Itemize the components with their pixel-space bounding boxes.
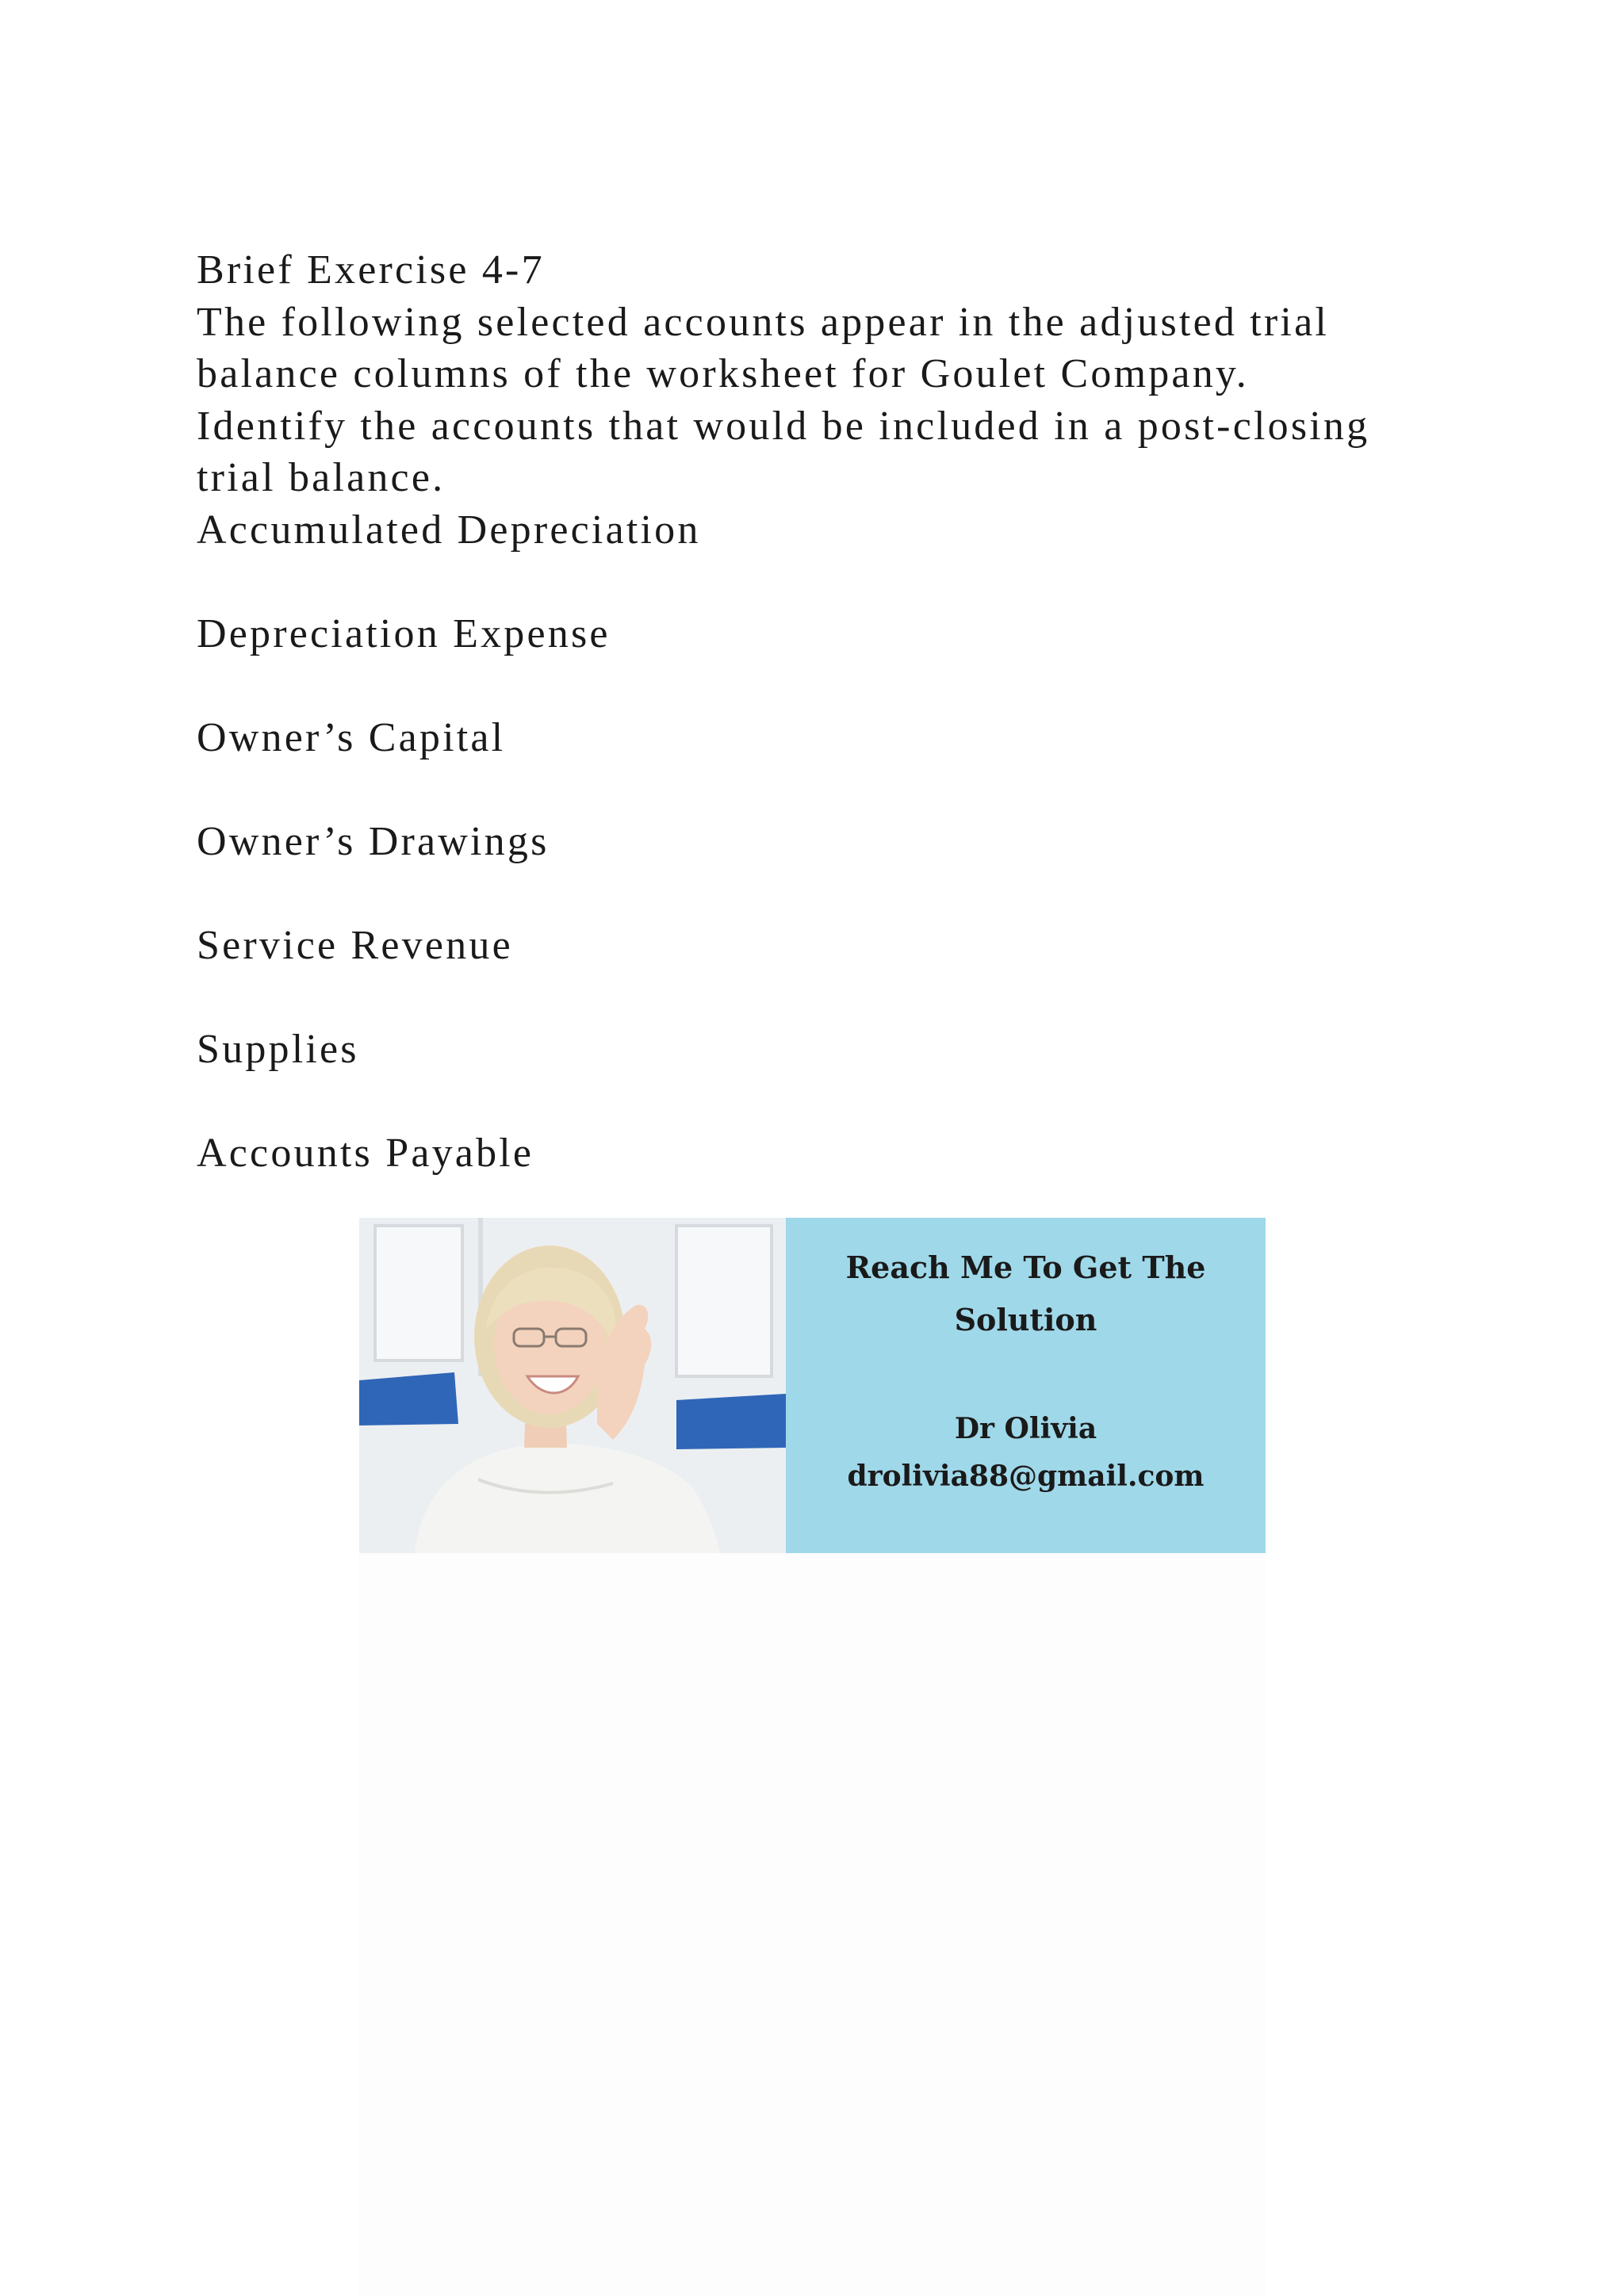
tutor-photo-illustration bbox=[359, 1218, 786, 1553]
tutor-name: Dr Olivia bbox=[954, 1412, 1097, 1445]
blank-area bbox=[359, 1553, 1266, 2296]
tutor-email[interactable]: drolivia88@gmail.com bbox=[847, 1460, 1205, 1493]
intro-line: trial balance. bbox=[197, 455, 446, 500]
account-item: Owner’s Capital bbox=[197, 714, 506, 760]
headline-line: Solution bbox=[954, 1302, 1097, 1337]
account-item: Owner’s Drawings bbox=[197, 818, 550, 864]
intro-line: balance columns of the worksheet for Goulet Company. bbox=[197, 351, 1249, 396]
contact-banner bbox=[359, 1218, 1266, 1553]
contact-info-panel bbox=[786, 1218, 1266, 1553]
banner-headline bbox=[786, 1242, 1266, 1346]
account-item: Service Revenue bbox=[197, 922, 513, 968]
headline-line: Reach Me To Get The bbox=[845, 1249, 1206, 1285]
exercise-title: Brief Exercise 4-7 bbox=[197, 247, 545, 293]
exercise-text bbox=[197, 244, 1434, 1179]
intro-line: The following selected accounts appear in the adjusted trial bbox=[197, 299, 1329, 345]
intro-line: Identify the accounts that would be included in a post-closing bbox=[197, 403, 1370, 449]
account-item: Depreciation Expense bbox=[197, 610, 611, 656]
account-item: Accumulated Depreciation bbox=[197, 507, 701, 553]
tutor-photo bbox=[359, 1218, 786, 1553]
account-item: Supplies bbox=[197, 1026, 359, 1072]
account-item: Accounts Payable bbox=[197, 1130, 534, 1176]
